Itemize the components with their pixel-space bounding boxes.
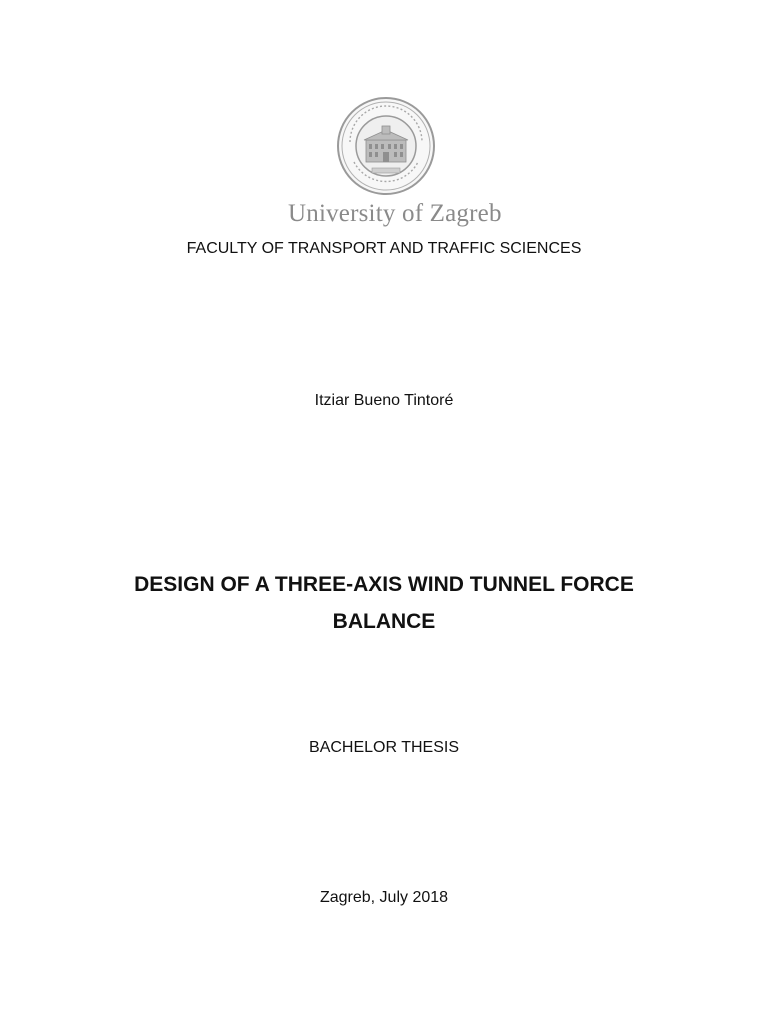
university-seal-icon xyxy=(336,96,436,196)
thesis-title-line: DESIGN OF A THREE-AXIS WIND TUNNEL FORCE xyxy=(134,573,634,596)
author-name: Itziar Bueno Tintoré xyxy=(314,392,454,409)
thesis-type: BACHELOR THESIS xyxy=(309,739,459,756)
place-and-date: Zagreb, July 2018 xyxy=(319,889,449,906)
faculty-name: FACULTY OF TRANSPORT AND TRAFFIC SCIENCES xyxy=(186,240,582,257)
university-name: University of Zagreb xyxy=(288,200,502,227)
thesis-title xyxy=(84,566,684,640)
thesis-title-line: BALANCE xyxy=(332,610,436,633)
university-logo xyxy=(288,96,502,236)
